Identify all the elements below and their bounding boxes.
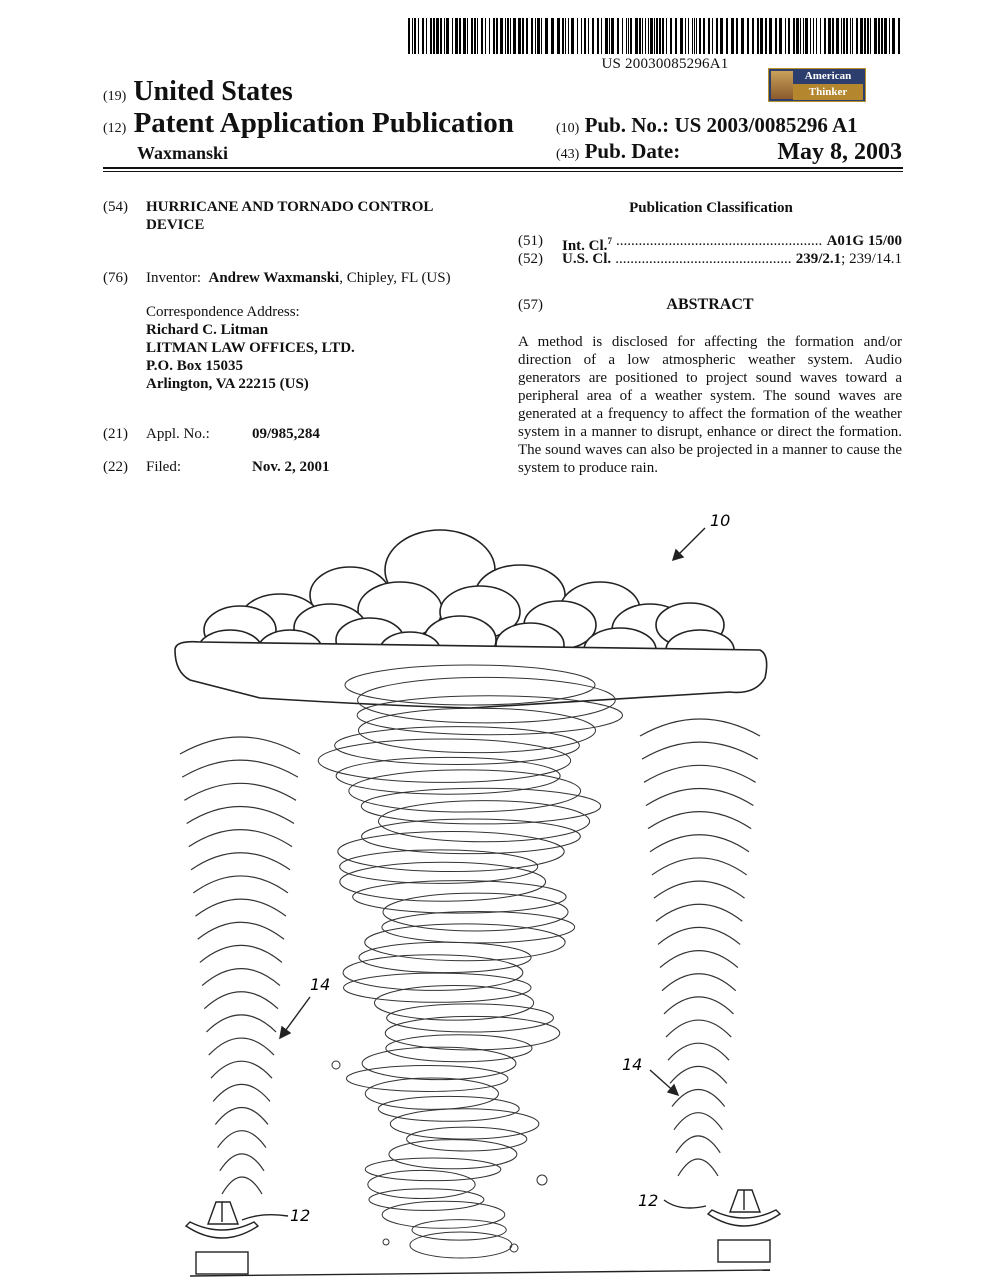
inventor-location: , Chipley, FL (US): [339, 270, 451, 286]
label-10: 10: [710, 511, 731, 530]
inventor-surname: Waxmanski: [137, 143, 229, 163]
inventor-label: Inventor:: [146, 270, 201, 286]
barcode: [408, 18, 902, 54]
audio-generator-left: [186, 1202, 258, 1274]
logo-line2: Thinker: [793, 84, 863, 100]
patent-drawing: [170, 500, 790, 1280]
abstract-heading: ABSTRACT: [666, 296, 754, 313]
filed-code: (22): [103, 459, 128, 475]
int-value: A01G 15/00: [826, 233, 902, 249]
debris: [332, 1061, 547, 1252]
label-12-right: 12: [638, 1191, 659, 1210]
barcode-number: US 20030085296A1: [601, 56, 729, 72]
correspondence-label: Correspondence Address:: [146, 304, 300, 320]
publication-type: Patent Application Publication: [133, 107, 514, 139]
label-12-left: 12: [290, 1206, 311, 1225]
inventor-line: [146, 269, 451, 287]
int-code: (51): [518, 233, 543, 249]
sound-waves-left: [180, 737, 300, 1194]
title-code: (54): [103, 199, 128, 215]
int-label: Int. Cl.$^7$: [562, 236, 612, 254]
sound-waves-right: [640, 719, 760, 1176]
label-14-right: 14: [622, 1055, 643, 1074]
inventor-name: Andrew Waxmanski: [208, 270, 340, 286]
ground-line: [190, 1270, 770, 1276]
label-14-left: 14: [310, 975, 331, 994]
correspondence-address: [146, 303, 355, 393]
american-thinker-logo: [768, 68, 866, 102]
us-code: (52): [518, 251, 543, 267]
filed-date: Nov. 2, 2001: [252, 459, 330, 475]
us-classification: [518, 250, 902, 268]
appl-code: (21): [103, 426, 128, 442]
country: United States: [133, 76, 293, 107]
publication-date: [556, 139, 902, 164]
filed-label: Filed:: [146, 459, 182, 475]
correspondence-line: P.O. Box 15035: [146, 358, 243, 374]
appl-number: 09/985,284: [252, 426, 320, 442]
abstract-code: (57): [518, 297, 543, 313]
pub-date-value: May 8, 2003: [777, 139, 902, 165]
publication-number: [556, 113, 858, 138]
us-value: 239/2.1; 239/14.1: [795, 251, 902, 267]
pub-no-value: US 2003/0085296 A1: [674, 113, 858, 137]
country-code: (19): [103, 89, 127, 104]
type-code: (12): [103, 121, 127, 136]
header-rule: [103, 167, 903, 169]
pub-date-label: Pub. Date:: [584, 139, 681, 163]
correspondence-line: Richard C. Litman: [146, 322, 269, 338]
pub-date-code: (43): [556, 147, 580, 162]
header-rule-thin: [103, 171, 903, 172]
us-label: U.S. Cl.: [562, 251, 612, 267]
pub-no-label: Pub. No.:: [584, 113, 670, 137]
leader-dots: [615, 250, 792, 268]
classification-heading: Publication Classification: [629, 200, 793, 216]
country-heading: [103, 76, 293, 108]
abstract-text: A method is disclosed for affecting the formation and/or direction of a low atmospheric weather system. Audio generators are positioned to project sound waves toward a peripheral area of a weather system. The sound waves are generated at a frequency to affect the formation of the weather system in a manner to disrupt, enhance or direct the formation. The sound waves can also be projected in a manner to cause the system to produce rain.: [518, 334, 902, 476]
logo-art-icon: [771, 71, 793, 99]
appl-label: Appl. No.:: [146, 426, 210, 442]
correspondence-line: Arlington, VA 22215 (US): [146, 376, 309, 392]
logo-line1: American: [804, 70, 852, 82]
pub-no-code: (10): [556, 121, 580, 136]
correspondence-line: LITMAN LAW OFFICES, LTD.: [146, 340, 355, 356]
invention-title: HURRICANE AND TORNADO CONTROL DEVICE: [146, 199, 433, 233]
inventor-code: (76): [103, 270, 128, 286]
publication-type-heading: [103, 107, 514, 140]
tornado-vortex: [318, 665, 622, 1258]
audio-generator-right: [708, 1190, 780, 1262]
